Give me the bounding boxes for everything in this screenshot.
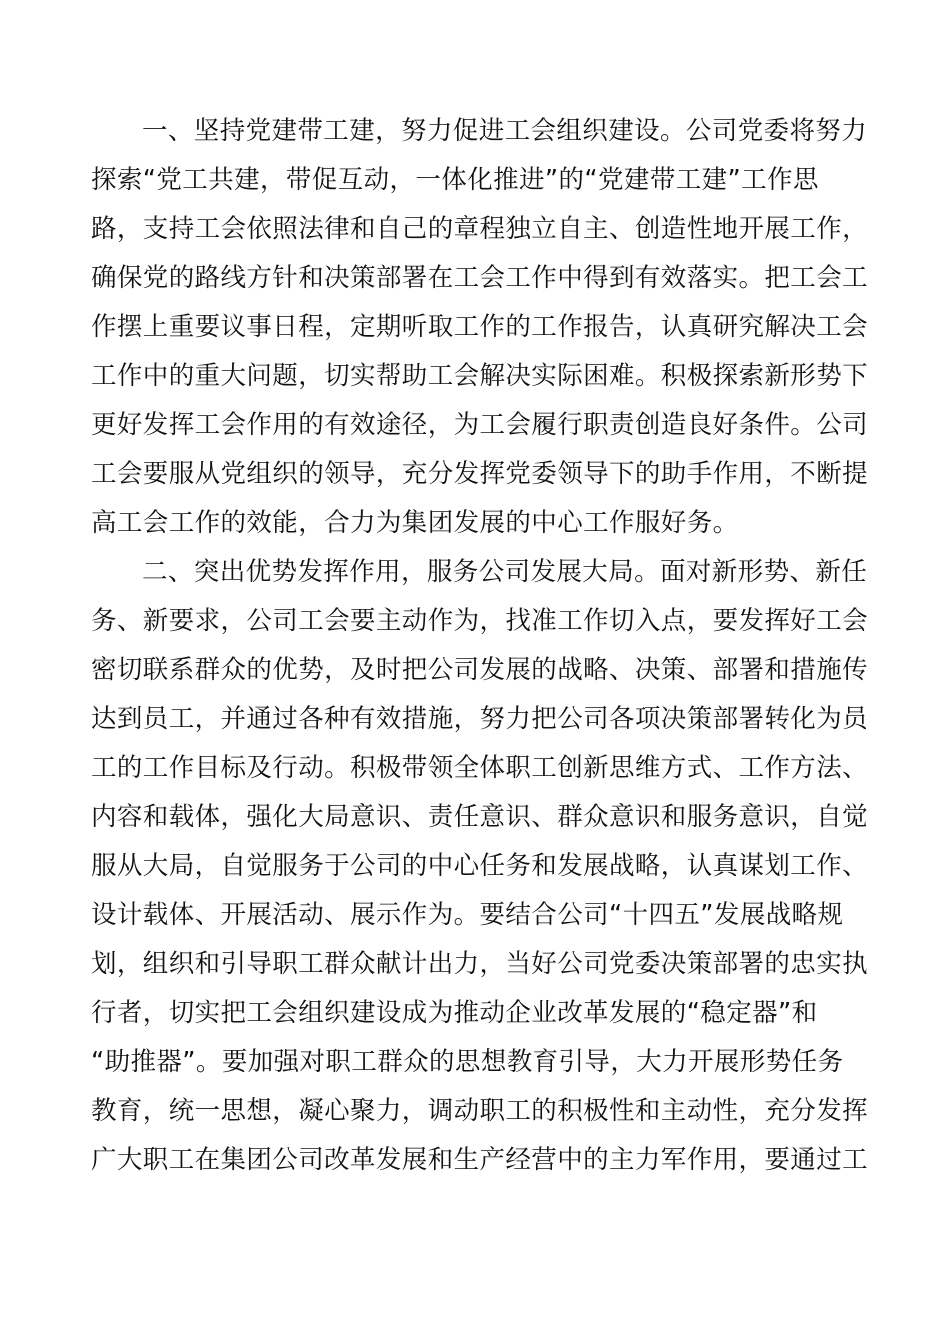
paragraph-line: 确保党的路线方针和决策部署在工会工作中得到有效落实。把工会工 [91, 263, 869, 293]
paragraph-line: 一、坚持党建带工建，努力促进工会组织建设。公司党委将努力 [142, 116, 868, 146]
paragraph-line: 探索“党工共建，带促互动，一体化推进”的“党建带工建”工作思 [91, 165, 819, 195]
paragraph-line: 二、突出优势发挥作用，服务公司发展大局。面对新形势、新任 [142, 557, 868, 587]
document-body [91, 107, 869, 1185]
paragraph-line: 更好发挥工会作用的有效途径，为工会履行职责创造良好条件。公司 [91, 410, 869, 440]
paragraph-1 [91, 107, 869, 548]
paragraph-line: 教育，统一思想，凝心聚力，调动职工的积极性和主动性，充分发挥 [91, 1096, 869, 1126]
paragraph-line: 行者，切实把工会组织建设成为推动企业改革发展的“稳定器”和 [91, 998, 818, 1028]
paragraph-line: 务、新要求，公司工会要主动作为，找准工作切入点，要发挥好工会 [91, 606, 869, 636]
paragraph-line: 服从大局，自觉服务于公司的中心任务和发展战略，认真谋划工作、 [91, 851, 869, 881]
paragraph-2 [91, 548, 869, 1185]
paragraph-line: 密切联系群众的优势，及时把公司发展的战略、决策、部署和措施传 [91, 655, 869, 685]
paragraph-line: 工会要服从党组织的领导，充分发挥党委领导下的助手作用，不断提 [91, 459, 869, 489]
paragraph-line: 高工会工作的效能，合力为集团发展的中心工作服好务。 [91, 508, 739, 538]
paragraph-line: “助推器”。要加强对职工群众的思想教育引导，大力开展形势任务 [91, 1047, 844, 1077]
paragraph-line: 工作中的重大问题，切实帮助工会解决实际困难。积极探索新形势下 [91, 361, 869, 391]
paragraph-line: 路，支持工会依照法律和自己的章程独立自主、创造性地开展工作， [91, 214, 869, 244]
paragraph-line: 工的工作目标及行动。积极带领全体职工创新思维方式、工作方法、 [91, 753, 869, 783]
paragraph-line: 划，组织和引导职工群众献计出力，当好公司党委决策部署的忠实执 [91, 949, 869, 979]
paragraph-line: 内容和载体，强化大局意识、责任意识、群众意识和服务意识，自觉 [91, 802, 869, 832]
paragraph-line: 设计载体、开展活动、展示作为。要结合公司“十四五”发展战略规 [91, 900, 844, 930]
paragraph-line: 达到员工，并通过各种有效措施，努力把公司各项决策部署转化为员 [91, 704, 869, 734]
paragraph-line: 广大职工在集团公司改革发展和生产经营中的主力军作用，要通过工 [91, 1145, 869, 1175]
paragraph-line: 作摆上重要议事日程，定期听取工作的工作报告，认真研究解决工会 [91, 312, 869, 342]
